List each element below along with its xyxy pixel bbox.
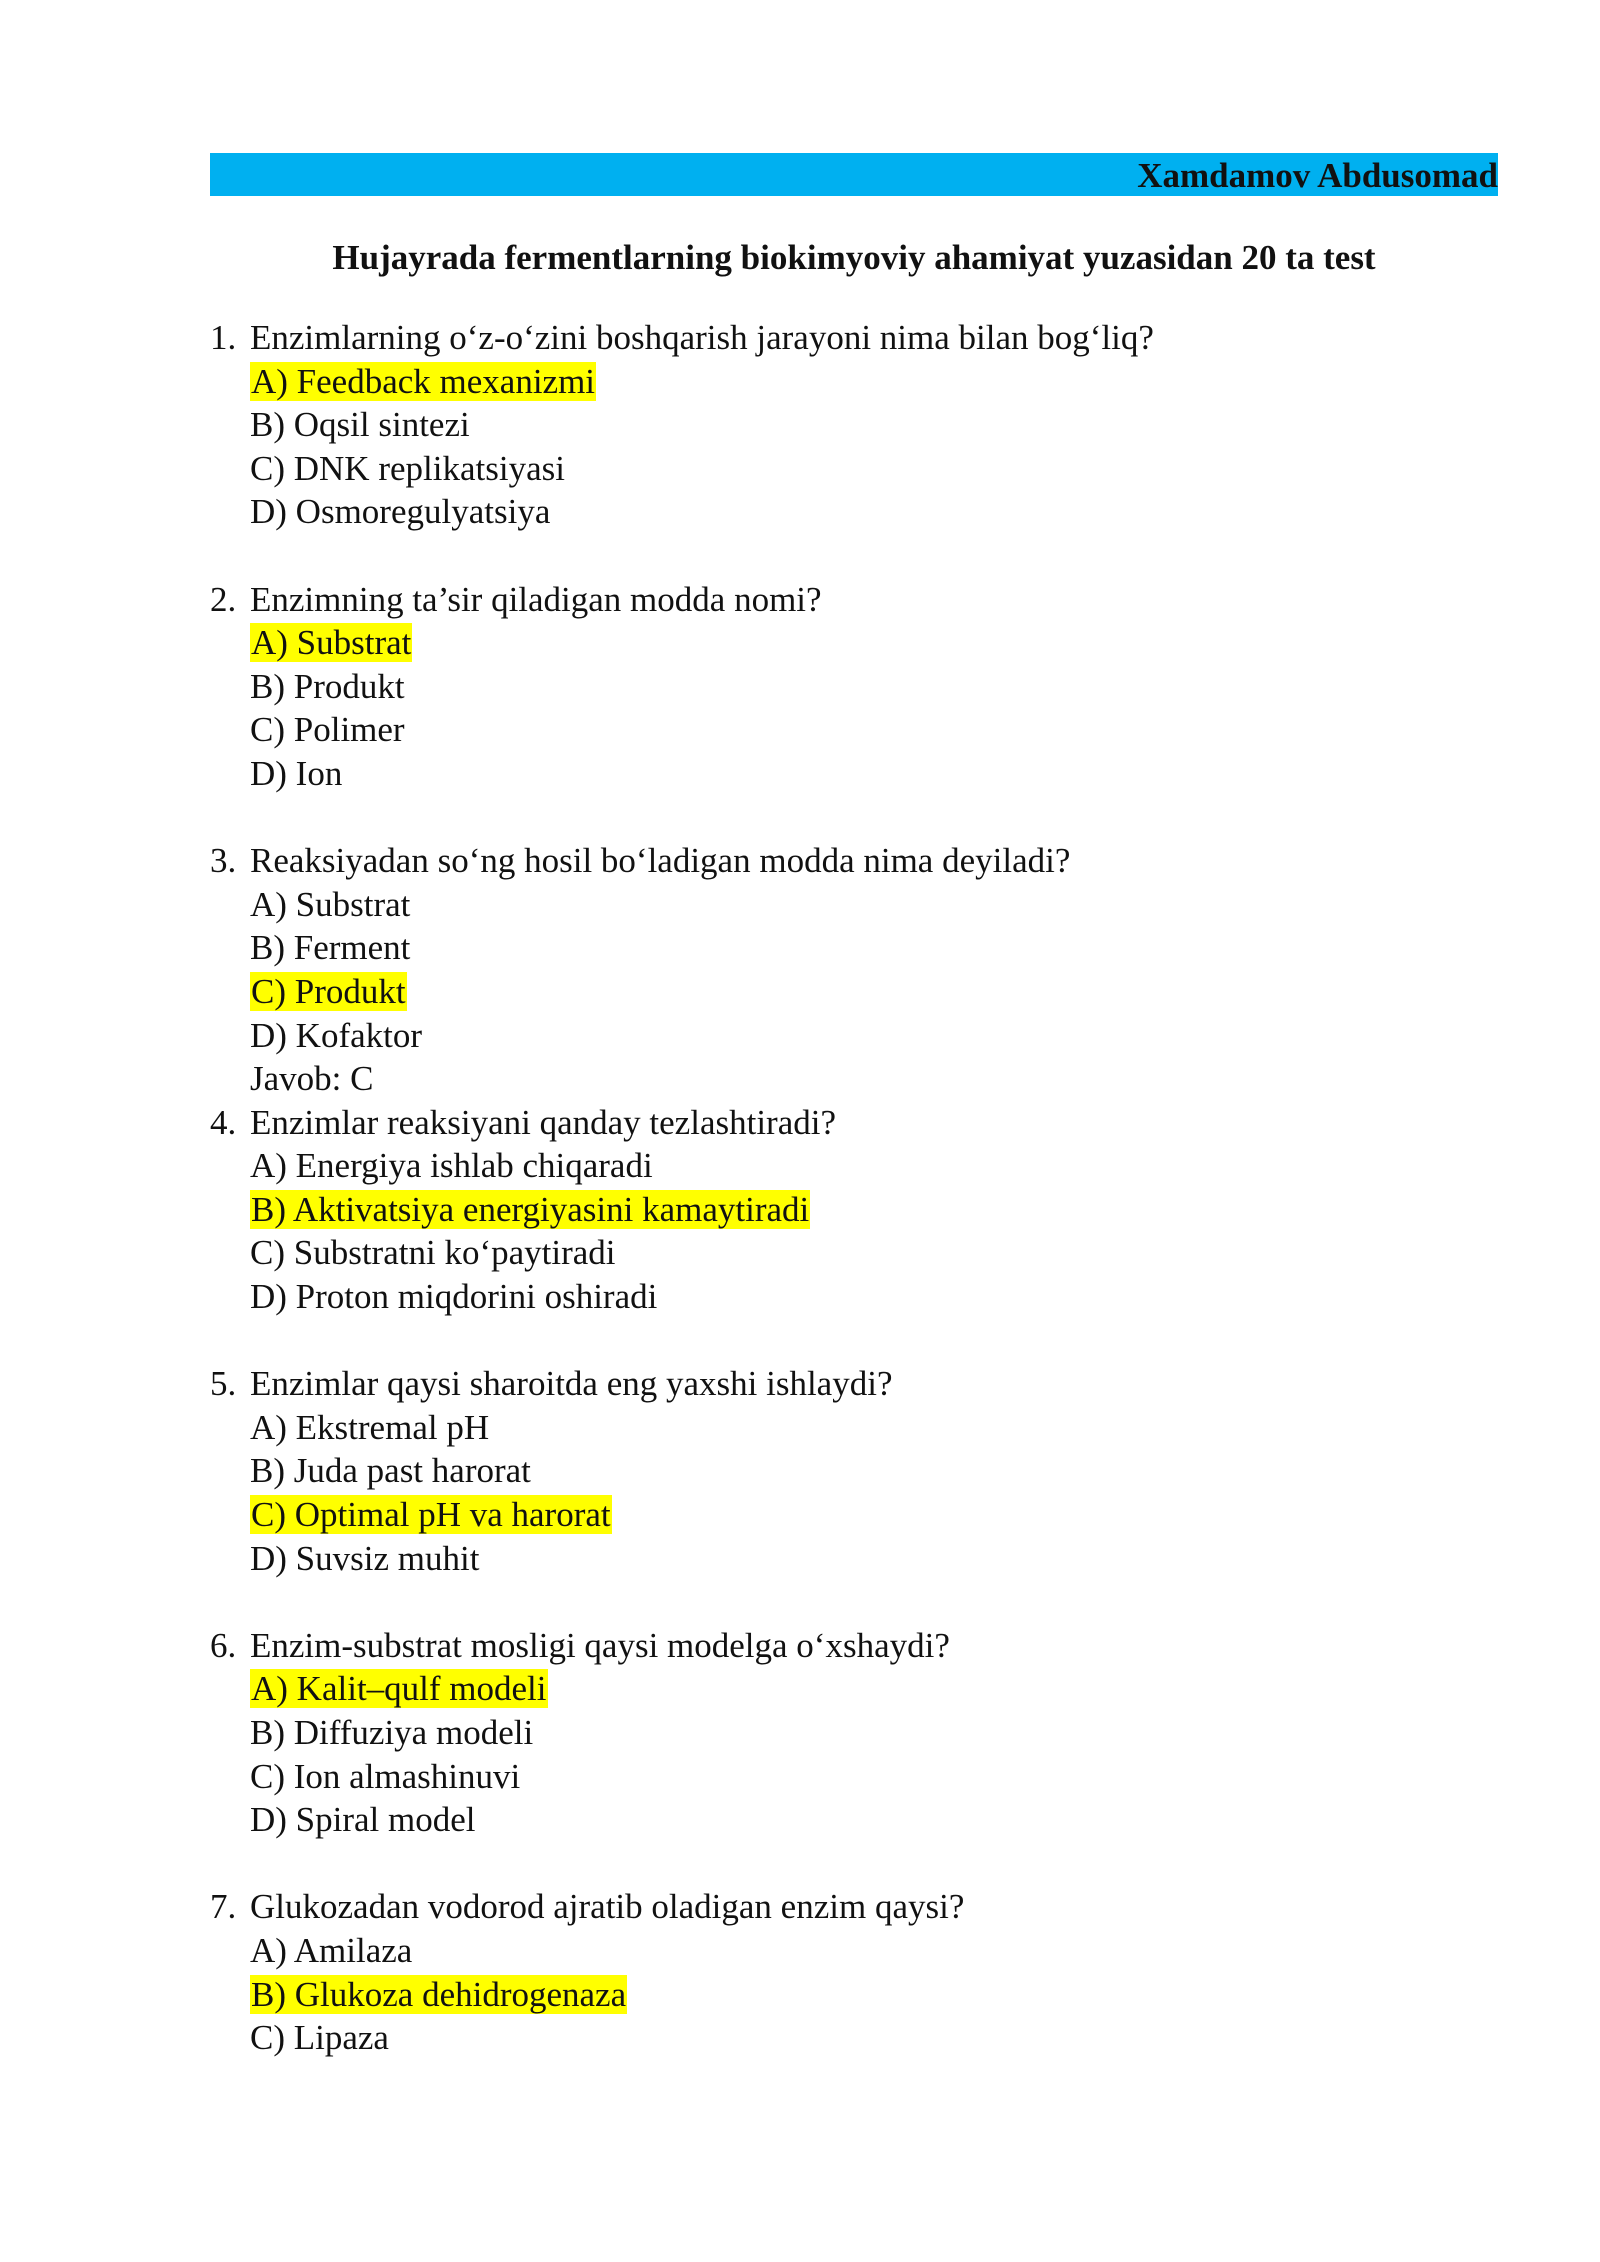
question-number: 1. bbox=[210, 318, 237, 357]
question-1 bbox=[210, 316, 1498, 534]
answer-option bbox=[210, 1755, 1498, 1799]
answer-option bbox=[210, 447, 1498, 491]
answer-option bbox=[210, 1275, 1498, 1319]
answer-option bbox=[210, 926, 1498, 970]
answer-option-label: A) Energiya ishlab chiqaradi bbox=[250, 1146, 653, 1186]
answer-option bbox=[210, 1711, 1498, 1755]
question-6 bbox=[210, 1624, 1498, 1842]
author-name: Xamdamov Abdusomad bbox=[1137, 156, 1498, 195]
answer-option bbox=[210, 1449, 1498, 1493]
answer-option bbox=[210, 403, 1498, 447]
highlighted-correct-answer: A) Feedback mexanizmi bbox=[251, 361, 596, 401]
question-text-line bbox=[210, 1101, 1498, 1145]
answer-key-line: Javob: C bbox=[250, 1059, 374, 1099]
question-text-line bbox=[210, 578, 1498, 622]
question-3 bbox=[210, 839, 1498, 1101]
document-title: Hujayrada fermentlarning biokimyoviy ahamiyat yuzasidan 20 ta test bbox=[332, 238, 1376, 277]
answer-option bbox=[210, 1014, 1498, 1058]
highlighted-correct-answer: C) Produkt bbox=[251, 971, 406, 1011]
answer-option bbox=[210, 752, 1498, 796]
question-text: Reaksiyadan so‘ng hosil bo‘ladigan modda nima deyiladi? bbox=[250, 841, 1071, 881]
answer-option-label: D) Osmoregulyatsiya bbox=[250, 492, 551, 532]
answer-option-label: D) Kofaktor bbox=[250, 1015, 423, 1055]
highlighted-correct-answer: C) Optimal pH va harorat bbox=[251, 1495, 611, 1535]
question-text-line bbox=[210, 1885, 1498, 1929]
highlighted-correct-answer: A) Kalit–qulf modeli bbox=[251, 1669, 547, 1709]
answer-option-label: C) DNK replikatsiyasi bbox=[250, 448, 565, 488]
question-text: Enzim-substrat mosligi qaysi modelga o‘xshaydi? bbox=[250, 1625, 950, 1665]
question-text-line bbox=[210, 1624, 1498, 1668]
answer-option bbox=[210, 665, 1498, 709]
question-text: Glukozadan vodorod ajratib oladigan enzim qaysi? bbox=[250, 1887, 965, 1927]
answer-option bbox=[210, 1929, 1498, 1973]
highlighted-correct-answer: A) Substrat bbox=[251, 623, 412, 663]
question-text: Enzimlar qaysi sharoitda eng yaxshi ishlaydi? bbox=[250, 1364, 893, 1404]
answer-option-label: B) Ferment bbox=[250, 928, 411, 968]
question-number: 5. bbox=[210, 1364, 237, 1404]
answer-option bbox=[210, 1144, 1498, 1188]
question-text-line bbox=[210, 839, 1498, 883]
question-number: 6. bbox=[210, 1625, 237, 1665]
question-2 bbox=[210, 578, 1498, 796]
answer-option bbox=[210, 360, 1498, 404]
answer-option bbox=[210, 1798, 1498, 1842]
question-text: Enzimlar reaksiyani qanday tezlashtiradi? bbox=[250, 1102, 836, 1142]
highlighted-correct-answer: B) Aktivatsiya energiyasini kamaytiradi bbox=[251, 1189, 810, 1229]
question-number: 2. bbox=[210, 579, 237, 619]
question-list bbox=[210, 316, 1498, 2060]
answer-option-label: C) Polimer bbox=[250, 710, 405, 750]
answer-option bbox=[210, 708, 1498, 752]
answer-option bbox=[210, 1406, 1498, 1450]
question-5 bbox=[210, 1362, 1498, 1580]
answer-option bbox=[210, 621, 1498, 665]
answer-option-label: D) Proton miqdorini oshiradi bbox=[250, 1277, 658, 1317]
author-header-bar bbox=[210, 153, 1498, 196]
answer-option bbox=[210, 1973, 1498, 2017]
question-number: 4. bbox=[210, 1102, 237, 1142]
highlighted-correct-answer: B) Glukoza dehidrogenaza bbox=[251, 1974, 627, 2014]
answer-option-label: D) Suvsiz muhit bbox=[250, 1538, 480, 1578]
question-4 bbox=[210, 1101, 1498, 1319]
question-text: Enzimlarning o‘z-o‘zini boshqarish jarayoni nima bilan bog‘liq? bbox=[250, 318, 1154, 357]
answer-option bbox=[210, 490, 1498, 534]
answer-option-label: A) Substrat bbox=[250, 884, 411, 924]
answer-option-label: C) Substratni ko‘paytiradi bbox=[250, 1233, 616, 1273]
answer-option-label: B) Diffuziya modeli bbox=[250, 1713, 534, 1752]
answer-option bbox=[210, 1493, 1498, 1537]
answer-option-label: B) Juda past harorat bbox=[250, 1451, 531, 1491]
answer-option bbox=[210, 883, 1498, 927]
answer-option bbox=[210, 1537, 1498, 1581]
answer-option-label: C) Lipaza bbox=[250, 2018, 389, 2058]
answer-option-label: A) Amilaza bbox=[250, 1930, 413, 1970]
question-text: Enzimning ta’sir qiladigan modda nomi? bbox=[250, 579, 822, 619]
answer-option-label: D) Ion bbox=[250, 753, 343, 793]
answer-option bbox=[210, 1188, 1498, 1232]
question-number: 3. bbox=[210, 841, 237, 881]
question-text-line bbox=[210, 1362, 1498, 1406]
question-number: 7. bbox=[210, 1887, 237, 1927]
question-7 bbox=[210, 1885, 1498, 2059]
answer-option bbox=[210, 1667, 1498, 1711]
answer-option bbox=[210, 1231, 1498, 1275]
answer-option bbox=[210, 970, 1498, 1014]
answer-option-label: C) Ion almashinuvi bbox=[250, 1756, 521, 1796]
answer-option-label: A) Ekstremal pH bbox=[250, 1407, 490, 1447]
answer-option bbox=[210, 2016, 1498, 2060]
answer-option-label: B) Oqsil sintezi bbox=[250, 405, 470, 445]
question-text-line bbox=[210, 316, 1498, 360]
answer-option-label: D) Spiral model bbox=[250, 1800, 476, 1840]
answer-option-label: B) Produkt bbox=[250, 666, 405, 706]
